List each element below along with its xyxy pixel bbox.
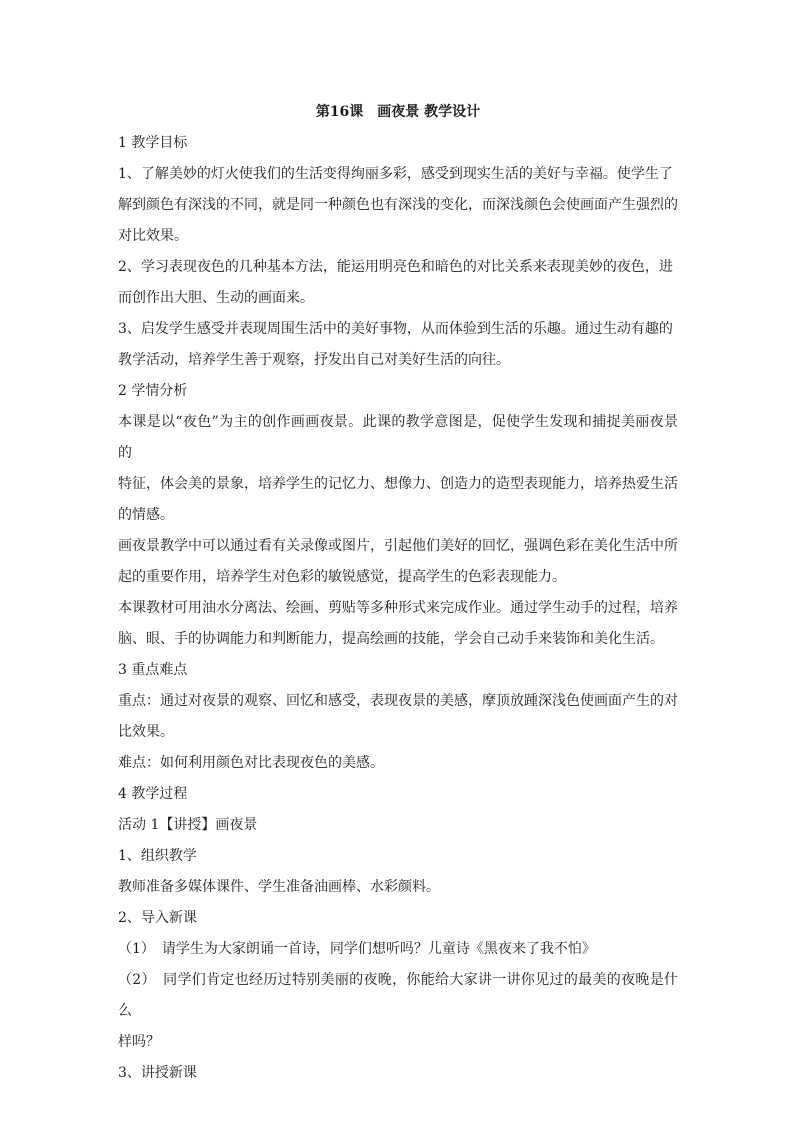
paragraph-line: 本课教材可用油水分离法、绘画、剪贴等多种形式来完成作业。通过学生动手的过程，培养 <box>118 600 678 616</box>
section-heading-process: 4 教学过程 <box>118 786 188 802</box>
document-title: 第16课 画夜景 教学设计 <box>315 104 481 120</box>
paragraph-line: 而创作出大胆、生动的画面来。 <box>118 290 314 306</box>
paragraph-line: 特征，体会美的景象，培养学生的记忆力、想像力、创造力的造型表现能力，培养热爱生活 <box>118 476 678 492</box>
section-heading-key-points: 3 重点难点 <box>118 662 188 678</box>
paragraph-line: 解到颜色有深浅的不同，就是同一种颜色也有深浅的变化，而深浅颜色会使画面产生强烈的 <box>118 197 678 213</box>
paragraph-line: 样吗？ <box>118 1034 160 1050</box>
activity-title: 活动 1【讲授】画夜景 <box>118 817 258 833</box>
section-heading-analysis: 2 学情分析 <box>118 383 188 399</box>
paragraph-line: 教师准备多媒体课件、学生准备油画棒、水彩颜料。 <box>118 879 440 895</box>
paragraph-line: 3、启发学生感受并表现周围生活中的美好事物，从而体验到生活的乐趣。通过生动有趣的 <box>118 321 673 337</box>
paragraph-line: 教学活动，培养学生善于观察，抒发出自己对美好生活的向往。 <box>118 352 510 368</box>
paragraph-line: 2、导入新课 <box>118 910 197 926</box>
paragraph-line: 本课是以“夜色”为主的创作画画夜景。此课的教学意图是，促使学生发现和捕捉美丽夜景的 <box>118 414 678 461</box>
paragraph-line: （2） 同学们肯定也经历过特别美丽的夜晚，你能给大家讲一讲你见过的最美的夜晚是什么 <box>118 972 678 1019</box>
paragraph-line: 2、学习表现夜色的几种基本方法，能运用明亮色和暗色的对比关系来表现美妙的夜色，进 <box>118 259 673 275</box>
paragraph-line: 3、讲授新课 <box>118 1065 197 1081</box>
paragraph-line: 1、组织教学 <box>118 848 197 864</box>
paragraph-line: 起的重要作用，培养学生对色彩的敏锐感觉，提高学生的色彩表现能力。 <box>118 569 566 585</box>
paragraph-line: 脑、眼、手的协调能力和判断能力，提高绘画的技能，学会自己动手来装饰和美化生活。 <box>118 631 664 647</box>
section-heading-objectives: 1 教学目标 <box>118 135 188 151</box>
paragraph-line: 难点：如何利用颜色对比表现夜色的美感。 <box>118 755 384 771</box>
paragraph-line: （1） 请学生为大家朗诵一首诗，同学们想听吗？儿童诗《黑夜来了我不怕》 <box>118 941 596 957</box>
paragraph-line: 1、了解美妙的灯火使我们的生活变得绚丽多彩，感受到现实生活的美好与幸福。使学生了 <box>118 166 673 182</box>
paragraph-line: 画夜景教学中可以通过看有关录像或图片，引起他们美好的回忆，强调色彩在美化生活中所 <box>118 538 678 554</box>
paragraph-line: 对比效果。 <box>118 228 188 244</box>
paragraph-line: 比效果。 <box>118 724 174 740</box>
paragraph-line: 重点：通过对夜景的观察、回忆和感受，表现夜景的美感，摩顶放踵深浅色使画面产生的对 <box>118 693 678 709</box>
paragraph-line: 的情感。 <box>118 507 174 523</box>
document-body <box>118 96 678 1089</box>
